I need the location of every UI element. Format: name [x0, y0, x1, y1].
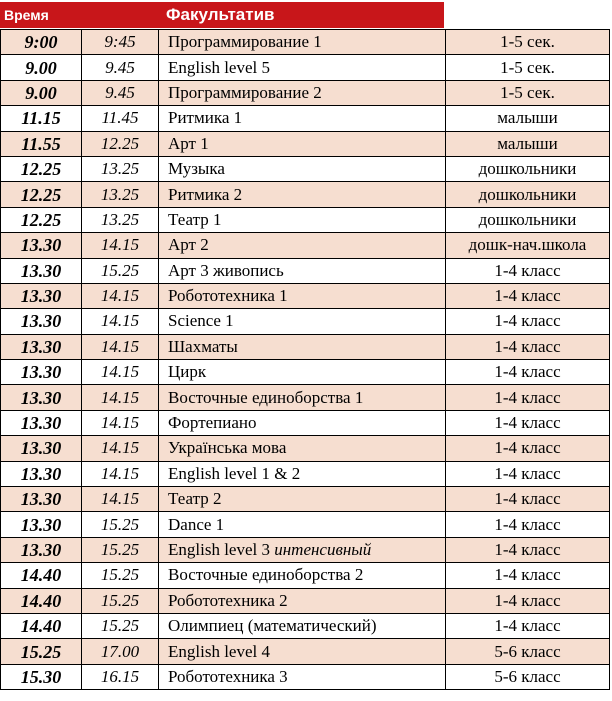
table-row: [1, 436, 610, 461]
group-cell: 1-4 класс: [446, 461, 610, 486]
start-time-cell: 9:00: [1, 30, 82, 55]
start-time-cell: 13.30: [1, 461, 82, 486]
start-time-cell: 13.30: [1, 385, 82, 410]
activity-name-cell: Арт 3 живопись: [159, 258, 446, 283]
activity-name-text: English level 3: [168, 540, 270, 559]
table-row: [1, 563, 610, 588]
group-cell: 1-4 класс: [446, 487, 610, 512]
end-time-cell: 16.15: [82, 664, 159, 689]
activity-name-cell: Музыка: [159, 156, 446, 181]
table-row: [1, 588, 610, 613]
start-time-cell: 13.30: [1, 436, 82, 461]
end-time-cell: 15.25: [82, 613, 159, 638]
start-time-cell: 15.25: [1, 639, 82, 664]
table-row: [1, 80, 610, 105]
table-row: [1, 156, 610, 181]
activity-name-cell: Ритмика 2: [159, 182, 446, 207]
table-row: [1, 30, 610, 55]
end-time-cell: 14.15: [82, 410, 159, 435]
table-row: [1, 207, 610, 232]
end-time-cell: 14.15: [82, 461, 159, 486]
schedule-table: [0, 29, 610, 690]
table-row: [1, 512, 610, 537]
activity-name-cell: Робототехника 1: [159, 283, 446, 308]
table-row: [1, 106, 610, 131]
start-time-cell: 13.30: [1, 410, 82, 435]
activity-name-cell: Science 1: [159, 309, 446, 334]
table-row: [1, 258, 610, 283]
group-cell: 1-4 класс: [446, 537, 610, 562]
activity-name-cell: Робототехника 3: [159, 664, 446, 689]
start-time-cell: 14.40: [1, 613, 82, 638]
end-time-cell: 13.25: [82, 207, 159, 232]
group-cell: 5-6 класс: [446, 664, 610, 689]
activity-name-cell: Ритмика 1: [159, 106, 446, 131]
end-time-cell: 14.15: [82, 233, 159, 258]
start-time-cell: 11.55: [1, 131, 82, 156]
end-time-cell: 15.25: [82, 588, 159, 613]
activity-name-cell: Программирование 1: [159, 30, 446, 55]
table-row: [1, 233, 610, 258]
group-cell: 1-4 класс: [446, 588, 610, 613]
activity-name-cell: Театр 1: [159, 207, 446, 232]
start-time-cell: 13.30: [1, 258, 82, 283]
table-row: [1, 55, 610, 80]
table-row: [1, 461, 610, 486]
end-time-cell: 9:45: [82, 30, 159, 55]
activity-name-cell: Цирк: [159, 360, 446, 385]
end-time-cell: 9.45: [82, 55, 159, 80]
group-cell: 1-4 класс: [446, 613, 610, 638]
end-time-cell: 15.25: [82, 512, 159, 537]
activity-name-cell: Олимпиец (математический): [159, 613, 446, 638]
start-time-cell: 12.25: [1, 207, 82, 232]
schedule-title: Факультатив: [166, 5, 275, 24]
end-time-cell: 14.15: [82, 360, 159, 385]
start-time-cell: 9.00: [1, 55, 82, 80]
start-time-cell: 13.30: [1, 537, 82, 562]
table-row: [1, 385, 610, 410]
start-time-cell: 13.30: [1, 233, 82, 258]
group-cell: 1-4 класс: [446, 309, 610, 334]
activity-name-cell: Dance 1: [159, 512, 446, 537]
activity-name-cell: English level 1 & 2: [159, 461, 446, 486]
activity-name-cell: Українська мова: [159, 436, 446, 461]
header-bar: [0, 0, 612, 29]
start-time-cell: 12.25: [1, 156, 82, 181]
end-time-cell: 13.25: [82, 182, 159, 207]
start-time-cell: 11.15: [1, 106, 82, 131]
end-time-cell: 14.15: [82, 487, 159, 512]
group-cell: 1-4 класс: [446, 512, 610, 537]
end-time-cell: 15.25: [82, 537, 159, 562]
group-cell: 1-4 класс: [446, 360, 610, 385]
activity-name-cell: Фортепиано: [159, 410, 446, 435]
end-time-cell: 9.45: [82, 80, 159, 105]
start-time-cell: 14.40: [1, 588, 82, 613]
activity-name-cell: English level 5: [159, 55, 446, 80]
schedule-rows: [1, 30, 610, 690]
activity-note-text: интенсивный: [274, 540, 372, 559]
group-cell: дошкольники: [446, 182, 610, 207]
start-time-cell: 13.30: [1, 360, 82, 385]
activity-name-cell: Программирование 2: [159, 80, 446, 105]
start-time-cell: 13.30: [1, 487, 82, 512]
group-cell: 1-4 класс: [446, 334, 610, 359]
activity-name-cell: Шахматы: [159, 334, 446, 359]
table-row: [1, 639, 610, 664]
end-time-cell: 12.25: [82, 131, 159, 156]
start-time-cell: 14.40: [1, 563, 82, 588]
activity-name-cell: Робототехника 2: [159, 588, 446, 613]
group-cell: дошк-нач.школа: [446, 233, 610, 258]
group-cell: 1-5 сек.: [446, 55, 610, 80]
group-cell: 5-6 класс: [446, 639, 610, 664]
end-time-cell: 15.25: [82, 563, 159, 588]
end-time-cell: 11.45: [82, 106, 159, 131]
group-cell: 1-5 сек.: [446, 80, 610, 105]
group-cell: малыши: [446, 131, 610, 156]
activity-name-cell: English level 4: [159, 639, 446, 664]
start-time-cell: 13.30: [1, 309, 82, 334]
table-row: [1, 613, 610, 638]
table-row: [1, 283, 610, 308]
table-row: [1, 410, 610, 435]
group-cell: дошкольники: [446, 207, 610, 232]
table-row: [1, 487, 610, 512]
end-time-cell: 14.15: [82, 334, 159, 359]
end-time-cell: 14.15: [82, 385, 159, 410]
table-row: [1, 334, 610, 359]
activity-name-cell: [159, 537, 446, 562]
end-time-cell: 14.15: [82, 436, 159, 461]
start-time-cell: 12.25: [1, 182, 82, 207]
start-time-cell: 13.30: [1, 283, 82, 308]
start-time-cell: 15.30: [1, 664, 82, 689]
table-row: [1, 537, 610, 562]
table-row: [1, 131, 610, 156]
table-row: [1, 664, 610, 689]
activity-name-cell: Восточные единоборства 1: [159, 385, 446, 410]
end-time-cell: 15.25: [82, 258, 159, 283]
group-cell: 1-4 класс: [446, 283, 610, 308]
group-cell: 1-4 класс: [446, 410, 610, 435]
activity-name-cell: Театр 2: [159, 487, 446, 512]
start-time-cell: 9.00: [1, 80, 82, 105]
table-row: [1, 309, 610, 334]
activity-name-cell: Арт 1: [159, 131, 446, 156]
start-time-cell: 13.30: [1, 512, 82, 537]
group-cell: 1-4 класс: [446, 258, 610, 283]
end-time-cell: 13.25: [82, 156, 159, 181]
group-cell: 1-4 класс: [446, 563, 610, 588]
group-cell: дошкольники: [446, 156, 610, 181]
group-cell: 1-5 сек.: [446, 30, 610, 55]
activity-name-cell: Арт 2: [159, 233, 446, 258]
group-cell: 1-4 класс: [446, 436, 610, 461]
end-time-cell: 14.15: [82, 309, 159, 334]
activity-name-cell: Восточные единоборства 2: [159, 563, 446, 588]
table-row: [1, 360, 610, 385]
table-row: [1, 182, 610, 207]
group-cell: 1-4 класс: [446, 385, 610, 410]
end-time-cell: 14.15: [82, 283, 159, 308]
group-cell: малыши: [446, 106, 610, 131]
start-time-cell: 13.30: [1, 334, 82, 359]
end-time-cell: 17.00: [82, 639, 159, 664]
time-column-label: Время: [4, 7, 49, 23]
